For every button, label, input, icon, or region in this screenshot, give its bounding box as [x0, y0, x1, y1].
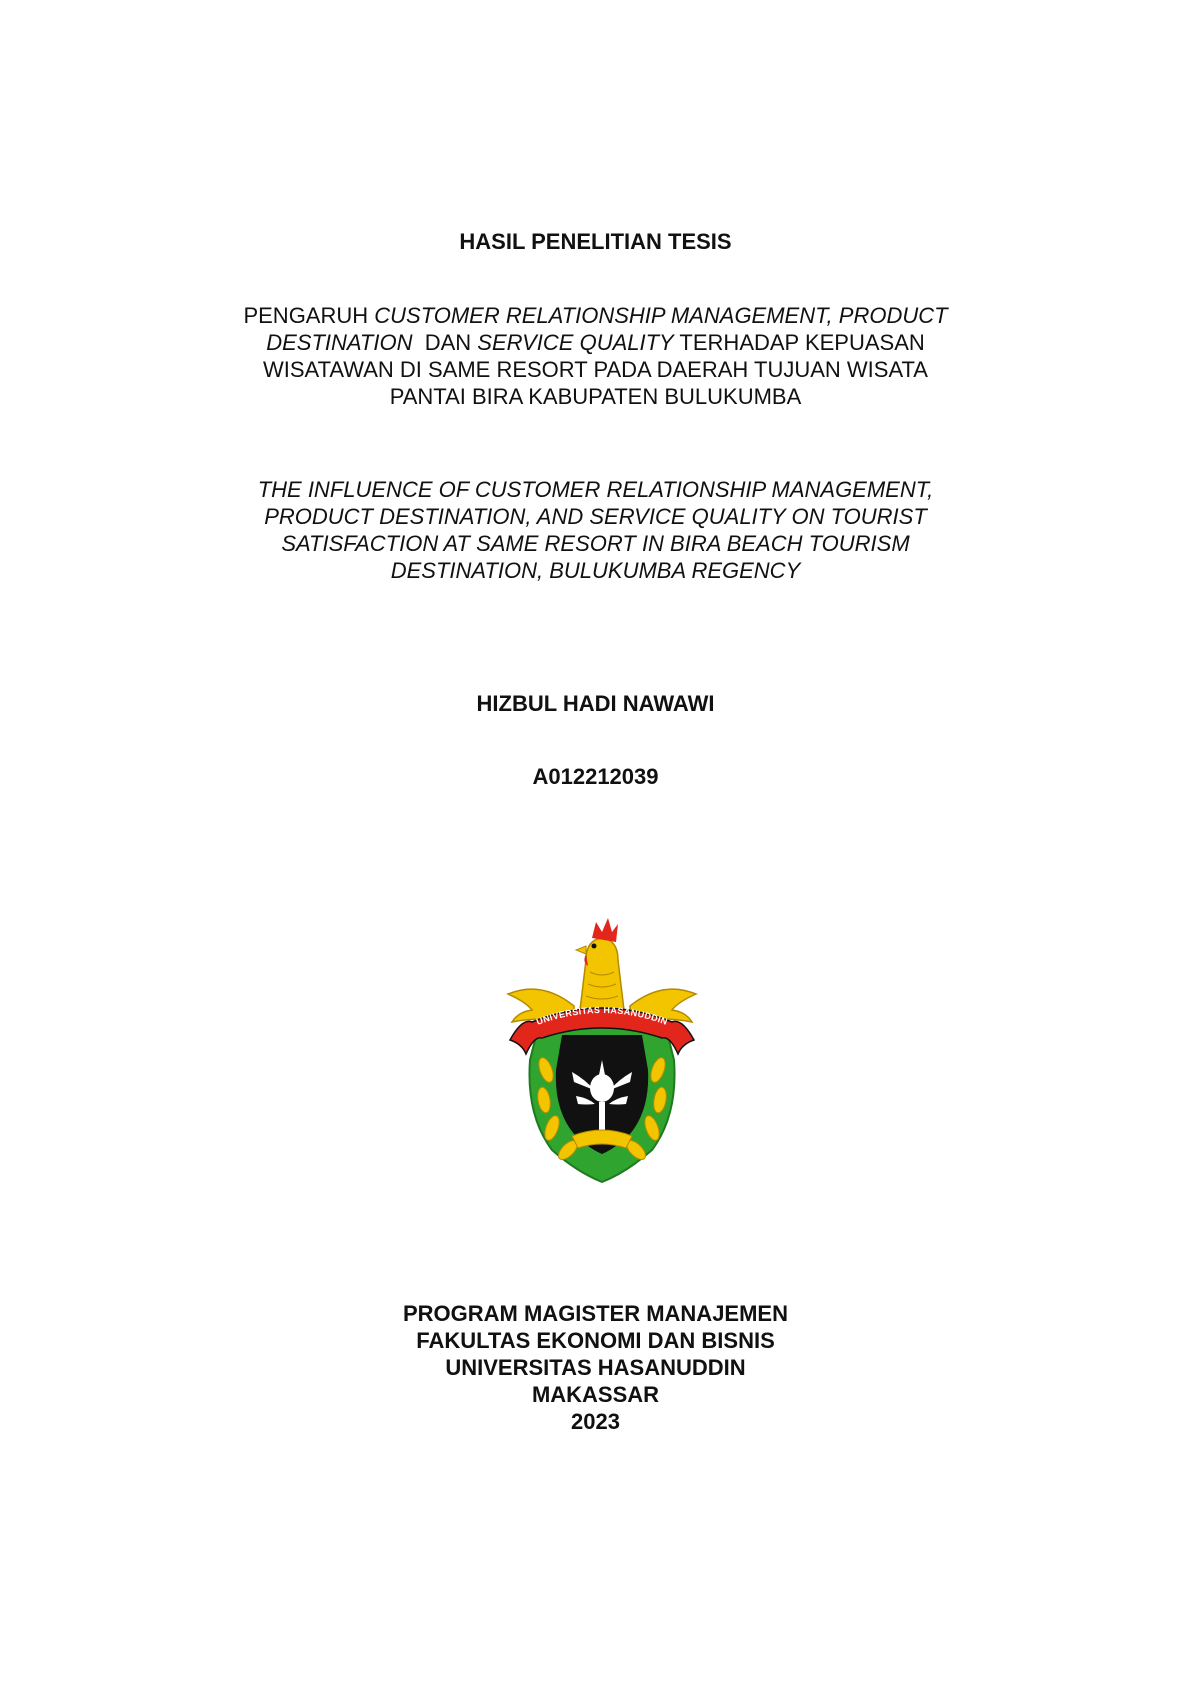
- title-id-line-1: [0, 302, 1191, 329]
- author-name: HIZBUL HADI NAWAWI: [476, 691, 715, 716]
- title-en-line-3: SATISFACTION AT SAME RESORT IN BIRA BEACH TOURISM: [281, 531, 910, 556]
- title-id-text: DAN: [412, 330, 478, 355]
- title-id-text: TERHADAP KEPUASAN: [673, 330, 925, 355]
- title-en-line-4: DESTINATION, BULUKUMBA REGENCY: [390, 558, 801, 583]
- universitas-hasanuddin-crest-icon: [502, 910, 702, 1190]
- university-name: UNIVERSITAS HASANUDDIN: [445, 1355, 746, 1380]
- title-en-line-1: THE INFLUENCE OF CUSTOMER RELATIONSHIP MANAGEMENT,: [257, 477, 934, 502]
- title-id-line-3: WISATAWAN DI SAME RESORT PADA DAERAH TUJUAN WISATA: [263, 357, 928, 382]
- svg-text:UNIVERSITAS HASANUDDIN: UNIVERSITAS HASANUDDIN: [534, 1004, 670, 1027]
- title-id-line-4: PANTAI BIRA KABUPATEN BULUKUMBA: [389, 384, 802, 409]
- city-name: MAKASSAR: [531, 1382, 660, 1407]
- title-id-italic-text: DESTINATION: [266, 330, 413, 355]
- student-id: A012212039: [532, 764, 659, 789]
- title-id-text: PENGARUH: [243, 303, 375, 328]
- title-id-italic-text: SERVICE QUALITY: [477, 330, 674, 355]
- title-en-line-2: PRODUCT DESTINATION, AND SERVICE QUALITY ON TOURIST: [264, 504, 927, 529]
- title-id-line-2: [0, 329, 1191, 356]
- program-name: PROGRAM MAGISTER MANAJEMEN: [402, 1301, 788, 1326]
- title-id-italic-text: CUSTOMER RELATIONSHIP MANAGEMENT, PRODUCT: [374, 303, 948, 328]
- title-indonesian: [0, 302, 1191, 410]
- faculty-name: FAKULTAS EKONOMI DAN BISNIS: [416, 1328, 775, 1353]
- document-heading: HASIL PENELITIAN TESIS: [459, 229, 732, 254]
- title-english: [0, 476, 1191, 584]
- institution-block: [0, 1300, 1191, 1435]
- year: 2023: [571, 1409, 620, 1434]
